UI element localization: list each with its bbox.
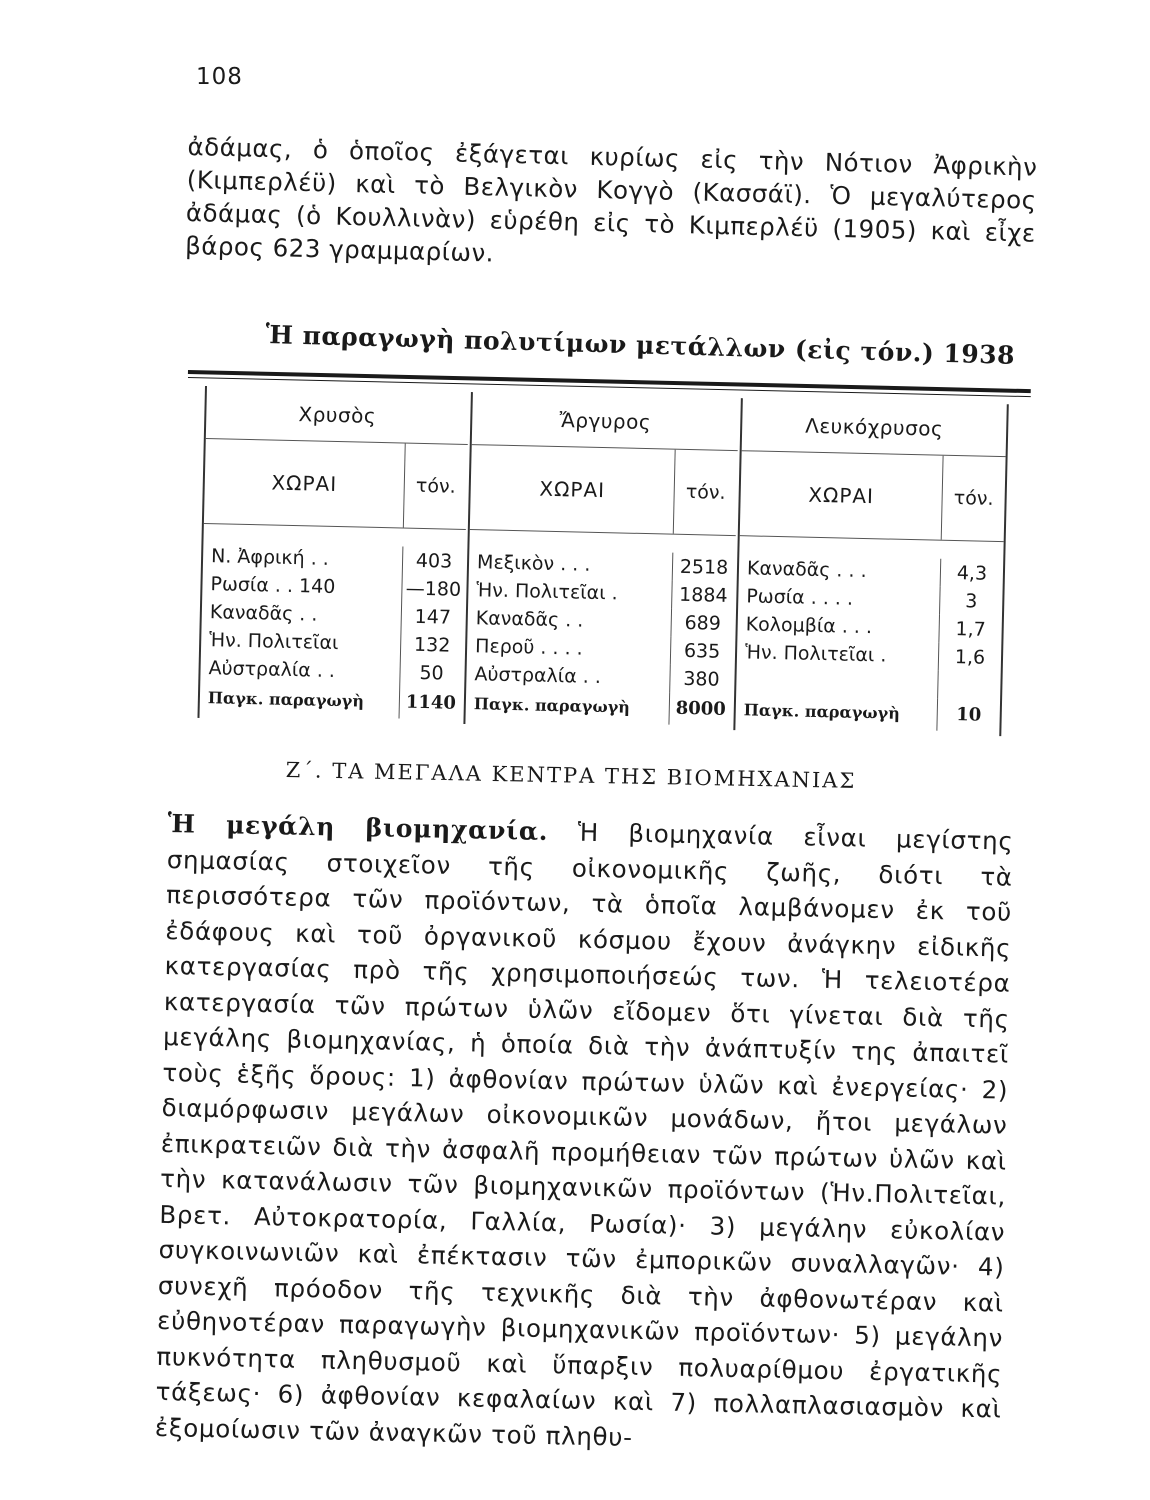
column-headers [740,451,1006,542]
metal-header: Χρυσὸς [206,386,469,445]
table-rows [465,530,735,726]
metals-production-table [197,386,1004,736]
column-headers [470,445,738,536]
tons-cell: 380 [683,667,720,691]
table-rows [200,524,466,720]
country-column-header: ΧΩΡΑΙ [470,445,676,534]
table-rows [735,536,1003,732]
tons-column-header: τόν. [685,480,726,504]
tons-column-header: τόν. [415,474,456,498]
country-cell: Περοῦ . . . . [467,632,672,665]
paragraph-text: Ἡ βιομηχανία εἶναι μεγίστης σημασίας στοιχεῖον τῆς οἰκονομικῆς ζωῆς, διότι τὰ περισσότερα τῶν προϊόντων, τὰ ὁποῖα λαμβάνομεν ἐκ τοῦ ἐδάφους καὶ τοῦ ὀργανικοῦ κόσμου ἔχουν ἀνάγκην εἰδικῆς κατεργασίας πρὸ τῆς χρησιμοποιήσεώς των. Ἡ τελειοτέρα κατεργασία τῶν πρώτων ὑλῶν εἴδομεν ὅτι γίνεται διὰ τῆς μεγάλης βιομηχανίας, ἡ ὁποία διὰ τὴν ἀνάπτυξίν της ἀπαιτεῖ τοὺς ἑξῆς ὅρους: 1) ἀφθονίαν πρώτων ὑλῶν καὶ ἐνεργείας· 2) διαμόρφωσιν μεγάλων οἰκονομικῶν μονάδων, ἤτοι μεγάλων ἐπικρατειῶν διὰ τὴν ἀσφαλῆ προμήθειαν τῶν πρώτων ὑλῶν καὶ τὴν κατανάλωσιν τῶν βιομηχανικῶν προϊόντων (Ἡν.Πολιτεῖαι, Βρετ. Αὐτοκρατορία, Γαλλία, Ρωσία)· 3) μεγάλην εὐκολίαν συγκοινωνιῶν καὶ ἐπέκτασιν τῶν ἐμπορικῶν συναλλαγῶν· 4) συνεχῆ πρόοδον τῆς τεχνικῆς διὰ τὴν ἀφθονωτέραν καὶ εὐθηνοτέραν παραγωγὴν βιομηχανικῶν προϊόντων· 5) μεγάλην πυκνότητα πληθυσμοῦ καὶ ὕπαρξιν πολυαρίθμου ἐργατικῆς τάξεως· 6) ἀφθονίαν κεφαλαίων καὶ 7) πολλαπλασιασμὸν καὶ ἐξομοίωσιν τῶν ἀναγκῶν τοῦ πληθυ- [154,817,1014,1452]
total-value: 8000 [675,697,727,720]
intro-paragraph [185,130,1038,283]
country-cell: Ρωσία . . 140 [202,570,403,603]
metal-header: Ἄργυρος [472,392,739,451]
country-cell: Καναδᾶς . . [467,604,672,637]
table-title: Ἡ παραγωγὴ πολυτίμων μετάλλων (εἰς τόν.) 1938 [265,320,1016,370]
total-value: 10 [955,704,982,726]
country-cell: Καναδᾶς . . [202,598,403,631]
country-cell: Κολομβία . . . [737,610,940,643]
country-column-header: ΧΩΡΑΙ [740,451,944,540]
total-label: Παγκ. παραγωγὴ [735,694,938,731]
country-cell: Ἡν. Πολιτεῖαι [201,626,402,659]
country-cell: Ἡν. Πολιτεῖαι . [737,638,940,671]
intro-text: ἀδάμας, ὁ ὁποῖος ἐξάγεται κυρίως εἰς τὴν Νότιον Ἀφρικὴν (Κιμπερλέϋ) καὶ τὸ Βελγικὸν Κογγὸ (Κασσάϊ). Ὁ μεγαλύτερος ἀδάμας (ὁ Κουλλινὰν) εὑρέθη εἰς τὸ Κιμπερλέϋ (1905) καὶ εἶχε βάρος 623 γραμμαρίων. [184,131,1038,268]
tons-cell: 403 [415,549,453,573]
tons-cell: 689 [684,611,722,635]
total-row [465,688,732,726]
total-row [200,682,463,720]
table-group-platinum [733,398,1008,736]
country-cell: Καναδᾶς . . . [739,554,942,587]
tons-cell: 1884 [678,583,728,607]
metal-header: Λευκόχρυσος [742,398,1007,457]
tons-cell: 1,6 [954,646,986,669]
tons-cell: 635 [683,639,721,663]
country-cell: Μεξικὸν . . . [469,548,674,581]
country-cell: Ν. Ἀφρική . . [203,542,404,575]
tons-cell: 50 [419,661,444,685]
body-paragraph [155,806,1014,1463]
country-cell: Ἡν. Πολιτεῖαι . [468,576,673,609]
country-cell: Αὐστραλία . . [200,654,401,687]
country-cell: Αὐστραλία . . [466,660,671,693]
total-value: 1140 [405,691,457,714]
table-group-silver [463,392,738,730]
column-headers [204,439,468,530]
tons-cell: 4,3 [956,562,988,585]
table-group-gold [197,386,468,724]
country-cell [736,666,939,699]
tons-cell [938,671,1001,700]
total-label: Παγκ. παραγωγὴ [200,682,401,719]
tons-column-header: τόν. [953,487,994,510]
total-label: Παγκ. παραγωγὴ [465,688,670,725]
country-cell: Ρωσία . . . . [738,582,941,615]
tons-cell: 132 [413,633,451,657]
country-column-header: ΧΩΡΑΙ [204,439,406,528]
section-heading: Ζ΄. ΤΑ ΜΕΓΑΛΑ ΚΕΝΤΡΑ ΤΗΣ ΒΙΟΜΗΧΑΝΙΑΣ [285,758,857,793]
page-number: 108 [196,64,243,90]
tons-cell: 3 [965,590,978,613]
paragraph-lead: Ἡ μεγάλη βιομηχανία. [167,808,549,846]
tons-cell: 1,7 [955,618,987,641]
tons-cell: 147 [414,605,452,629]
tons-cell: 2518 [679,555,729,579]
total-row [735,694,1000,732]
tons-cell: —180 [405,577,462,601]
